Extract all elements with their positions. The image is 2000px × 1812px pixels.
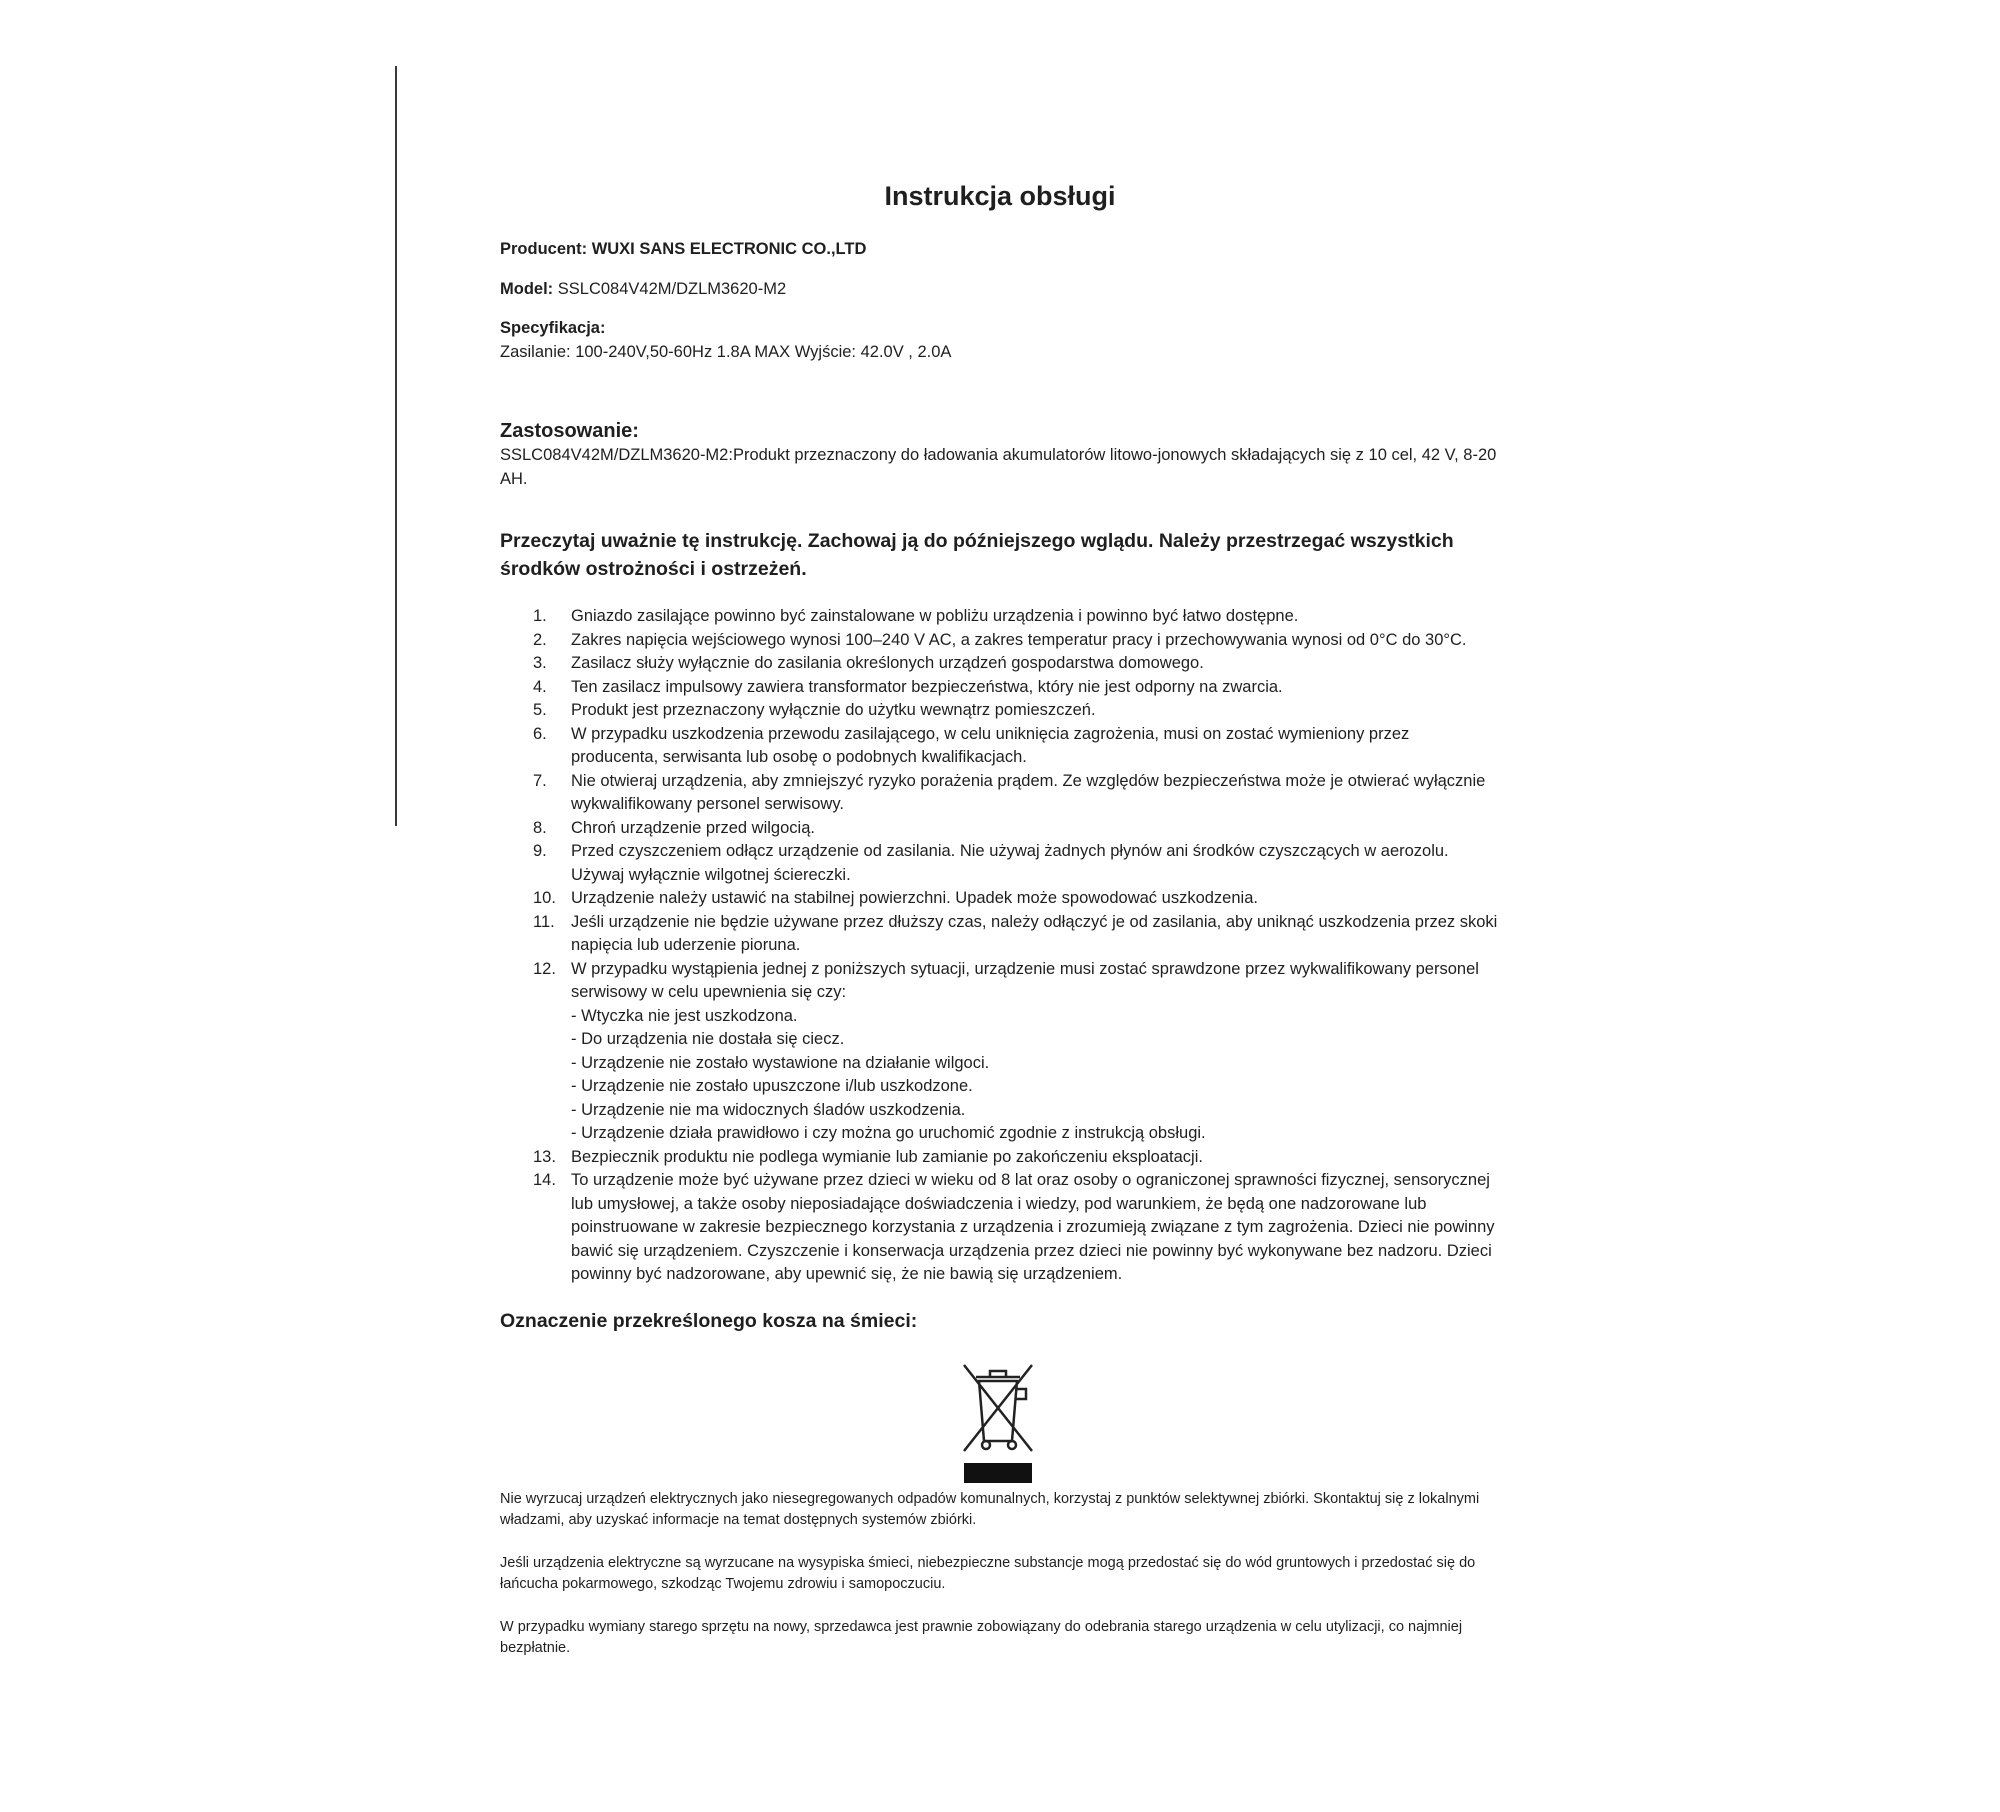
list-item: 4. Ten zasilacz impulsowy zawiera transformator bezpieczeństwa, który nie jest odporny na zwarcia. bbox=[533, 677, 1283, 696]
footer-notes bbox=[500, 1489, 1500, 1659]
scan-margin-line bbox=[395, 66, 397, 826]
list-item: 13. Bezpiecznik produktu nie podlega wymianie lub zamianie po zakończeniu eksploatacji. bbox=[533, 1147, 1203, 1166]
list-item: 8. Chroń urządzenie przed wilgocią. bbox=[533, 818, 815, 837]
trash-heading: Oznaczenie przekreślonego kosza na śmieci: bbox=[500, 1309, 918, 1332]
footer-paragraph: Jeśli urządzenia elektryczne są wyrzucane na wysypiska śmieci, niebezpieczne substancje mogą przedostać się do wód gruntowych i przedostać się do łańcucha pokarmowego, szkodząc Twojemu zdrowiu i samopoczuciu. bbox=[500, 1554, 1476, 1592]
footer-paragraph: W przypadku wymiany starego sprzętu na nowy, sprzedawca jest prawnie zobowiązany do odebrania starego urządzenia w celu utylizacji, co najmniej bezpłatnie. bbox=[500, 1618, 1463, 1656]
list-item: 5. Produkt jest przeznaczony wyłącznie do użytku wewnątrz pomieszczeń. bbox=[533, 701, 1096, 719]
weee-symbol bbox=[500, 1359, 1500, 1489]
usage-text: SSLC084V42M/DZLM3620-M2:Produkt przeznaczony do ładowania akumulatorów litowo-jonowych składających się z 10 cel, 42 V, 8-20 AH. bbox=[500, 446, 1497, 488]
sub-item: - Urządzenie nie zostało wystawione na działanie wilgoci. bbox=[571, 1053, 990, 1072]
list-item: 7. Nie otwieraj urządzenia, aby zmniejszyć ryzyko porażenia prądem. Ze względów bezpieczeństwa może je otwierać wyłącznie wykwalifikowany personel serwisowy. bbox=[533, 771, 1486, 813]
warning-heading: Przeczytaj uważnie tę instrukcję. Zachowaj ją do późniejszego wglądu. Należy przestrzegać wszystkich środków ostrożności i ostrzeżeń. bbox=[500, 530, 1454, 580]
page-title: Instrukcja obsługi bbox=[884, 181, 1116, 211]
list-item: 9. Przed czyszczeniem odłącz urządzenie od zasilania. Nie używaj żadnych płynów ani środków czyszczących w aerozolu. Używaj wyłącznie wilgotnej ściereczki. bbox=[533, 842, 1449, 884]
spec-value: Zasilanie: 100-240V,50-60Hz 1.8A MAX Wyjście: 42.0V , 2.0A bbox=[500, 342, 952, 361]
list-item: 3. Zasilacz służy wyłącznie do zasilania określonych urządzeń gospodarstwa domowego. bbox=[533, 654, 1204, 672]
footer-paragraph: Nie wyrzucaj urządzeń elektrycznych jako niesegregowanych odpadów komunalnych, korzystaj z punktów selektywnej zbiórki. Skontaktuj się z lokalnymi władzami, aby uzyskać informacje na temat dostępnych systemów zbiórki. bbox=[500, 1490, 1480, 1528]
list-item: 6. W przypadku uszkodzenia przewodu zasilającego, w celu uniknięcia zagrożenia, musi on zostać wymieniony przez producenta, serwisanta lub osobę o podobnych kwalifikacjach. bbox=[533, 724, 1410, 766]
spec-block bbox=[500, 317, 1500, 364]
sub-item: - Do urządzenia nie dostała się ciecz. bbox=[571, 1030, 845, 1048]
safety-rules-list bbox=[500, 605, 1500, 1287]
list-item: 12. W przypadku wystąpienia jednej z poniższych sytuacji, urządzenie musi zostać sprawdzone przez wykwalifikowany personel serwisowy w celu upewnienia się czy: - Wtyczka nie jest uszkodzona. - Do urządzenia nie dostała się ciecz. - Urządzenie nie zostało wystawione na działanie wilgoci. - Urządzenie nie zostało upuszczone i/lub uszkodzone. - Urządzenie nie ma widocznych śladów uszkodzenia. - Urządzenie działa prawidłowo i czy można go uruchomić zgodnie z instrukcją obsługi. bbox=[500, 958, 1500, 1146]
spec-label: Specyfikacja: bbox=[500, 319, 606, 337]
sub-item: - Wtyczka nie jest uszkodzona. bbox=[571, 1006, 798, 1025]
list-item: 1. Gniazdo zasilające powinno być zainstalowane w pobliżu urządzenia i powinno być łatwo dostępne. bbox=[533, 607, 1299, 625]
sub-item: - Urządzenie nie ma widocznych śladów uszkodzenia. bbox=[571, 1100, 966, 1119]
producer-line bbox=[500, 238, 1500, 262]
usage-heading: Zastosowanie: bbox=[500, 420, 639, 442]
sub-item: - Urządzenie nie zostało upuszczone i/lub uszkodzone. bbox=[571, 1077, 973, 1095]
list-item: 11. Jeśli urządzenie nie będzie używane przez dłuższy czas, należy odłączyć je od zasilania, aby uniknąć uszkodzenia przez skoki napięcia lub uderzenie pioruna. bbox=[533, 912, 1498, 954]
model-value: SSLC084V42M/DZLM3620-M2 bbox=[557, 279, 787, 298]
producer-value: WUXI SANS ELECTRONIC CO.,LTD bbox=[591, 240, 867, 258]
list-item: 2. Zakres napięcia wejściowego wynosi 100–240 V AC, a zakres temperatur pracy i przechowywania wynosi od 0°C do 30°C. bbox=[533, 630, 1467, 649]
list-item: 10. Urządzenie należy ustawić na stabilnej powierzchni. Upadek może spowodować uszkodzenia. bbox=[533, 889, 1258, 907]
sub-item: - Urządzenie działa prawidłowo i czy można go uruchomić zgodnie z instrukcją obsługi. bbox=[571, 1124, 1206, 1142]
producer-label: Producent: bbox=[500, 240, 588, 258]
list-item: 14. To urządzenie może być używane przez dzieci w wieku od 8 lat oraz osoby o ograniczonej sprawności fizycznej, sensorycznej lub umysłowej, a także osoby nieposiadające doświadczenia i wiedzy, pod warunkiem, że będą one nadzorowane lub poinstruowane w zakresie bezpiecznego korzystania z urządzenia i zrozumieją związane z tym zagrożenia. Dzieci nie powinny bawić się urządzeniem. Czyszczenie i konserwacja urządzenia przez dzieci nie powinny być wykonywane bez nadzoru. Dzieci powinny być nadzorowane, aby upewnić się, że nie bawią się urządzeniem. bbox=[533, 1171, 1495, 1283]
model-line bbox=[500, 278, 1500, 302]
crossed-out-wheelie-bin-icon bbox=[956, 1359, 1040, 1487]
model-label: Model: bbox=[500, 279, 554, 298]
manual-page bbox=[500, 180, 1500, 1681]
